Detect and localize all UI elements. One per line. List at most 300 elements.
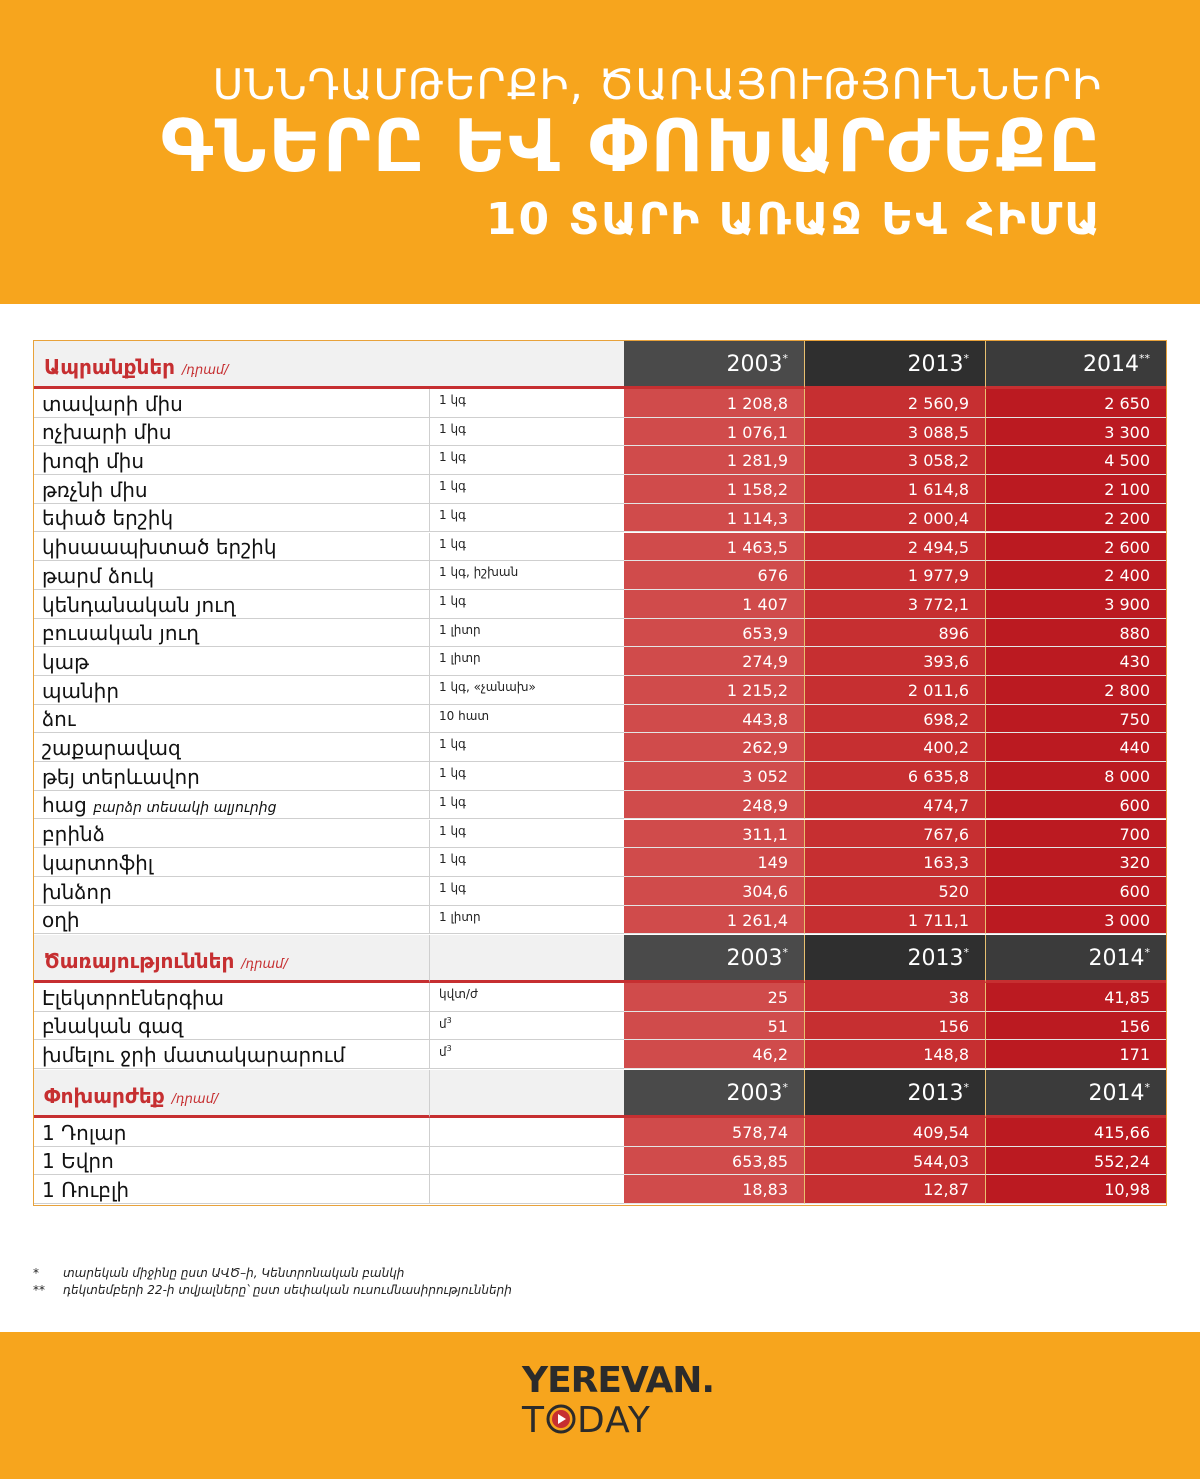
item-name-text: բնական գազ: [42, 1014, 184, 1039]
item-unit-text: 1 կգ: [439, 794, 466, 809]
value-cell-2014: [986, 877, 1166, 906]
price-value: 148,8: [923, 1045, 969, 1065]
item-unit-cell: [429, 1040, 624, 1069]
item-name: [42, 908, 80, 932]
price-value: 3 052: [742, 767, 788, 787]
item-unit-cell: [429, 561, 624, 590]
item-unit: [439, 910, 481, 924]
item-unit-text: 1 կգ: [439, 536, 466, 551]
footnote-text: դեկտեմբերի 22-ի տվյալները՝ ըստ սեփական ուսումնասիրությունների: [63, 1283, 512, 1297]
item-unit-text: 1 կգ: [439, 593, 466, 608]
table-row: [34, 418, 1166, 447]
price-value: 544,03: [913, 1151, 969, 1171]
year-footnote-mark: **: [1139, 352, 1150, 365]
table-row: [34, 647, 1166, 676]
item-name: [42, 736, 181, 760]
item-name-cell: [34, 762, 429, 791]
item-unit-text: մ: [439, 1045, 447, 1060]
item-name: [42, 650, 89, 674]
year-value: 2014: [1088, 946, 1145, 971]
item-unit: [439, 852, 466, 866]
footnote: [33, 1283, 512, 1297]
item-name-text: ձու: [42, 707, 76, 732]
header-blank-cell: [429, 935, 624, 983]
value-cell-2003: [624, 533, 805, 562]
item-unit-cell: [429, 1012, 624, 1041]
title-line-1: ՍՆՆԴԱՄԹԵՐՔԻ, ԾԱՌԱՅՈՒԹՅՈՒՆՆԵՐԻ: [212, 60, 1102, 109]
item-name-text: կիսաապխտած երշիկ: [42, 535, 277, 560]
year-header-cell: [986, 935, 1166, 983]
item-unit: [439, 422, 466, 436]
item-name-cell: [34, 647, 429, 676]
value-cell-2013: [805, 705, 986, 734]
value-cell-2003: [624, 762, 805, 791]
item-name-text: կենդանական յուղ: [42, 592, 236, 617]
item-unit-cell: [429, 504, 624, 533]
value-cell-2014: [986, 1118, 1166, 1147]
header-banner: [0, 0, 1200, 304]
value-cell-2014: [986, 619, 1166, 648]
year-header-cell: [624, 935, 805, 983]
price-value: 653,9: [742, 623, 788, 643]
value-cell-2013: [805, 1012, 986, 1041]
logo-line-1: YEREVAN.: [522, 1360, 715, 1401]
value-cell-2014: [986, 733, 1166, 762]
item-name-text: եփած երշիկ: [42, 506, 174, 531]
item-unit-cell: [429, 1175, 624, 1204]
year-footnote-mark: *: [782, 946, 788, 959]
table-row: [34, 676, 1166, 705]
item-unit-text: 10 հատ: [439, 708, 490, 723]
item-unit: [439, 881, 466, 895]
price-value: 578,74: [732, 1123, 788, 1142]
item-unit-cell: [429, 418, 624, 447]
price-value: 443,8: [742, 709, 788, 729]
value-cell-2003: [624, 848, 805, 877]
price-value: 2 000,4: [907, 508, 969, 528]
item-name: [42, 535, 277, 559]
price-value: 3 772,1: [907, 594, 969, 614]
value-cell-2014: [986, 848, 1166, 877]
item-name-text: 1 Ռուբլի: [42, 1178, 130, 1203]
item-name: [42, 793, 277, 817]
year-header-cell: [986, 1070, 1166, 1118]
value-cell-2003: [624, 647, 805, 676]
value-cell-2014: [986, 1040, 1166, 1069]
value-cell-2014: [986, 389, 1166, 418]
item-name-cell: [34, 906, 429, 935]
price-value: 149: [757, 853, 788, 873]
price-value: 896: [938, 623, 969, 643]
value-cell-2013: [805, 446, 986, 475]
exchange-header-label: [34, 1070, 429, 1118]
item-name-cell: [34, 561, 429, 590]
value-cell-2003: [624, 619, 805, 648]
value-cell-2003: [624, 983, 805, 1012]
value-cell-2014: [986, 1012, 1166, 1041]
price-table: [33, 340, 1167, 1206]
item-name: [42, 679, 119, 703]
item-unit-text: 1 կգ: [439, 880, 466, 895]
price-value: 10,98: [1104, 1180, 1150, 1200]
price-value: 1 114,3: [726, 508, 788, 528]
year-header-cell: [986, 341, 1166, 389]
price-value: 1 208,8: [726, 394, 788, 413]
price-value: 2 494,5: [907, 537, 969, 557]
year-value: 2014: [1088, 1081, 1145, 1106]
item-name-text: խոզի միս: [42, 449, 145, 474]
value-cell-2013: [805, 647, 986, 676]
table-row: [34, 561, 1166, 590]
price-value: 409,54: [913, 1123, 969, 1142]
item-name-cell: [34, 533, 429, 562]
item-unit: [439, 651, 481, 665]
item-name: [42, 1149, 114, 1173]
item-name: [42, 449, 144, 473]
value-cell-2013: [805, 475, 986, 504]
item-name-cell: [34, 1118, 429, 1147]
value-cell-2014: [986, 1175, 1166, 1204]
value-cell-2013: [805, 983, 986, 1012]
year-label: [727, 946, 789, 971]
value-cell-2014: [986, 590, 1166, 619]
item-unit-cell: [429, 1147, 624, 1176]
price-value: 3 088,5: [907, 422, 969, 442]
logo-line-2: [522, 1400, 651, 1441]
value-cell-2014: [986, 533, 1166, 562]
item-unit-cell: [429, 676, 624, 705]
item-name-text: հաց: [42, 793, 87, 818]
section-title: [44, 355, 229, 379]
item-unit-cell: [429, 906, 624, 935]
price-value: 311,1: [742, 824, 788, 844]
value-cell-2014: [986, 983, 1166, 1012]
item-name-cell: [34, 820, 429, 849]
item-name-cell: [34, 1012, 429, 1041]
item-name: [42, 506, 173, 530]
price-value: 2 650: [1104, 394, 1150, 413]
item-name-cell: [34, 446, 429, 475]
item-name-text: 1 Եվրո: [42, 1149, 114, 1174]
value-cell-2014: [986, 762, 1166, 791]
year-footnote-mark: *: [782, 352, 788, 365]
price-value: 18,83: [742, 1180, 788, 1200]
price-value: 415,66: [1094, 1123, 1150, 1142]
item-unit-text: 1 կգ: [439, 766, 466, 781]
price-value: 3 058,2: [907, 451, 969, 471]
item-name-cell: [34, 475, 429, 504]
table-row: [34, 1118, 1166, 1147]
table-row: [34, 983, 1166, 1012]
value-cell-2014: [986, 676, 1166, 705]
yerevan-today-logo[interactable]: [522, 1360, 715, 1460]
value-cell-2014: [986, 418, 1166, 447]
price-value: 3 000: [1104, 910, 1150, 930]
item-name-cell: [34, 848, 429, 877]
price-value: 8 000: [1104, 767, 1150, 787]
item-name-text: կարտոֆիլ: [42, 850, 154, 875]
price-value: 171: [1119, 1045, 1150, 1065]
year-value: 2003: [726, 946, 783, 971]
price-value: 6 635,8: [907, 767, 969, 787]
item-unit: [439, 795, 466, 809]
year-footnote-mark: *: [963, 1081, 969, 1094]
item-unit: [439, 709, 489, 723]
item-unit: [439, 824, 466, 838]
item-name: [42, 851, 153, 875]
item-unit-cell: [429, 848, 624, 877]
item-unit-cell: [429, 647, 624, 676]
item-unit: [439, 565, 518, 579]
value-cell-2013: [805, 533, 986, 562]
item-name-text: բրինձ: [42, 822, 105, 847]
value-cell-2003: [624, 504, 805, 533]
price-value: 474,7: [923, 795, 969, 815]
value-cell-2013: [805, 389, 986, 418]
table-row: [34, 446, 1166, 475]
year-value: 2013: [907, 352, 964, 377]
item-unit-text: մ: [439, 1016, 447, 1031]
price-value: 880: [1119, 623, 1150, 643]
year-header-cell: [805, 341, 986, 389]
item-unit-cell: [429, 705, 624, 734]
item-unit: [439, 680, 536, 694]
item-name: [42, 707, 76, 731]
price-value: 4 500: [1104, 451, 1150, 471]
price-value: 2 100: [1104, 480, 1150, 500]
item-unit-text: 1 կգ: [439, 450, 466, 465]
price-value: 1 158,2: [726, 480, 788, 500]
item-unit-sup: 3: [446, 1044, 452, 1054]
item-name-text: թեյ տերևավոր: [42, 764, 200, 789]
price-value: 41,85: [1104, 988, 1150, 1007]
item-unit-text: 1 կգ: [439, 393, 466, 407]
item-unit-cell: [429, 389, 624, 418]
value-cell-2014: [986, 906, 1166, 935]
value-cell-2014: [986, 561, 1166, 590]
price-value: 46,2: [752, 1045, 788, 1065]
table-row: [34, 705, 1166, 734]
value-cell-2013: [805, 762, 986, 791]
value-cell-2014: [986, 446, 1166, 475]
item-unit-text: 1 լիտր: [439, 909, 481, 924]
item-name-text: շաքարավազ: [42, 736, 181, 761]
section-title-text: Ծառայություններ: [44, 949, 235, 973]
value-cell-2013: [805, 504, 986, 533]
footnotes: [33, 1266, 512, 1300]
value-cell-2003: [624, 820, 805, 849]
price-value: 1 977,9: [907, 566, 969, 586]
price-value: 2 200: [1104, 508, 1150, 528]
value-cell-2013: [805, 1118, 986, 1147]
item-unit: [439, 479, 466, 493]
item-name: [42, 420, 172, 444]
price-value: 1 463,5: [726, 537, 788, 557]
price-value: 3 300: [1104, 422, 1150, 442]
value-cell-2013: [805, 619, 986, 648]
item-name-cell: [34, 791, 429, 820]
value-cell-2003: [624, 561, 805, 590]
table-row: [34, 848, 1166, 877]
table-row: [34, 533, 1166, 562]
item-unit-text: 1 կգ: [439, 737, 466, 752]
price-value: 1 076,1: [726, 422, 788, 442]
item-unit: [439, 1016, 452, 1031]
value-cell-2003: [624, 676, 805, 705]
price-value: 750: [1119, 709, 1150, 729]
item-name: [42, 765, 200, 789]
year-label: [727, 1081, 789, 1106]
price-value: 2 560,9: [907, 394, 969, 413]
table-row: [34, 475, 1166, 504]
price-value: 700: [1119, 824, 1150, 844]
item-name-text: Էլեկտրոէներգիա: [42, 985, 225, 1010]
value-cell-2003: [624, 791, 805, 820]
item-name-cell: [34, 877, 429, 906]
price-value: 2 011,6: [907, 681, 969, 700]
price-value: 304,6: [742, 881, 788, 901]
item-name-text: կաթ: [42, 649, 89, 674]
item-unit-cell: [429, 983, 624, 1012]
item-name-cell: [34, 1175, 429, 1204]
item-unit-text: 1 կգ: [439, 507, 466, 522]
table-row: [34, 762, 1166, 791]
price-value: 653,85: [732, 1151, 788, 1171]
value-cell-2003: [624, 705, 805, 734]
item-unit-text: 1 կգ: [439, 823, 466, 838]
value-cell-2013: [805, 791, 986, 820]
item-unit-cell: [429, 590, 624, 619]
item-unit-cell: [429, 762, 624, 791]
services-header-label: [34, 935, 429, 983]
item-unit: [439, 987, 478, 1001]
item-name: [42, 1043, 345, 1067]
table-row: [34, 820, 1166, 849]
year-label: [1089, 1081, 1151, 1106]
year-footnote-mark: *: [1144, 946, 1150, 959]
value-cell-2003: [624, 906, 805, 935]
item-name-cell: [34, 418, 429, 447]
value-cell-2014: [986, 475, 1166, 504]
item-name-cell: [34, 1147, 429, 1176]
year-value: 2013: [907, 1081, 964, 1106]
table-row: [34, 590, 1166, 619]
year-footnote-mark: *: [782, 1081, 788, 1094]
price-value: 25: [767, 988, 788, 1007]
item-unit-cell: [429, 820, 624, 849]
item-unit-cell: [429, 446, 624, 475]
year-label: [908, 352, 970, 377]
price-value: 1 215,2: [726, 681, 788, 700]
year-label: [908, 946, 970, 971]
item-name-cell: [34, 504, 429, 533]
item-name-text: թռչնի միս: [42, 477, 148, 502]
price-value: 430: [1119, 652, 1150, 672]
item-name-text: բուսական յուղ: [42, 621, 199, 646]
item-name-text: թարմ ձուկ: [42, 563, 155, 588]
price-value: 163,3: [923, 853, 969, 873]
value-cell-2003: [624, 877, 805, 906]
item-name-text: տավարի միս: [42, 391, 183, 416]
year-label: [908, 1081, 970, 1106]
item-unit-text: կվտ/ժ: [439, 987, 478, 1001]
section-title: [44, 1084, 218, 1108]
year-header-cell: [624, 1070, 805, 1118]
year-header-cell: [624, 341, 805, 389]
year-header-cell: [805, 1070, 986, 1118]
section-title-text: Ապրանքներ: [44, 355, 176, 379]
year-footnote-mark: *: [963, 352, 969, 365]
price-value: 156: [938, 1016, 969, 1036]
item-name-text: պանիր: [42, 678, 119, 703]
value-cell-2013: [805, 820, 986, 849]
item-unit-sup: 3: [446, 1015, 452, 1025]
item-name: [42, 1178, 129, 1202]
item-unit-text: 1 կգ, «չանախ»: [439, 680, 536, 694]
value-cell-2013: [805, 877, 986, 906]
value-cell-2013: [805, 848, 986, 877]
value-cell-2003: [624, 1118, 805, 1147]
year-value: 2003: [726, 352, 783, 377]
price-value: 698,2: [923, 709, 969, 729]
item-name: [42, 1121, 126, 1145]
item-name-text: ոչխարի միս: [42, 420, 172, 445]
value-cell-2003: [624, 446, 805, 475]
item-name: [42, 822, 105, 846]
item-name-cell: [34, 1040, 429, 1069]
item-unit-cell: [429, 619, 624, 648]
footer-banner: [0, 1332, 1200, 1479]
item-name: [42, 621, 199, 645]
section-unit: /դրամ/: [181, 363, 229, 378]
value-cell-2014: [986, 791, 1166, 820]
price-value: 156: [1119, 1016, 1150, 1036]
value-cell-2014: [986, 647, 1166, 676]
price-value: 393,6: [923, 652, 969, 672]
logo-letter-t: T: [522, 1400, 545, 1441]
year-header-cell: [805, 935, 986, 983]
item-name-cell: [34, 389, 429, 418]
table-row: [34, 1147, 1166, 1176]
value-cell-2003: [624, 1147, 805, 1176]
goods-header-label: [34, 341, 624, 389]
value-cell-2014: [986, 820, 1166, 849]
item-unit-cell: [429, 475, 624, 504]
item-unit-cell: [429, 1118, 624, 1147]
price-value: 1 407: [742, 594, 788, 614]
item-name-cell: [34, 619, 429, 648]
section-title: [44, 949, 288, 973]
value-cell-2014: [986, 1147, 1166, 1176]
value-cell-2003: [624, 590, 805, 619]
value-cell-2013: [805, 906, 986, 935]
item-unit: [439, 1044, 452, 1059]
table-row: [34, 619, 1166, 648]
price-value: 2 800: [1104, 681, 1150, 700]
item-name-cell: [34, 733, 429, 762]
title-line-2: ԳՆԵՐԸ ԵՎ ՓՈԽԱՐԺԵՔԸ: [160, 104, 1102, 188]
item-name: [42, 986, 224, 1010]
table-row: [34, 1012, 1166, 1041]
header-blank-cell: [429, 1070, 624, 1118]
value-cell-2013: [805, 676, 986, 705]
value-cell-2014: [986, 504, 1166, 533]
section-title-text: Փոխարժեք: [44, 1084, 165, 1108]
year-label: [1083, 352, 1150, 377]
table-row: [34, 504, 1166, 533]
footnote-text: տարեկան միջինը ըստ ԱՎԾ–ի, Կենտրոնական բանկի: [63, 1266, 405, 1280]
value-cell-2013: [805, 1147, 986, 1176]
